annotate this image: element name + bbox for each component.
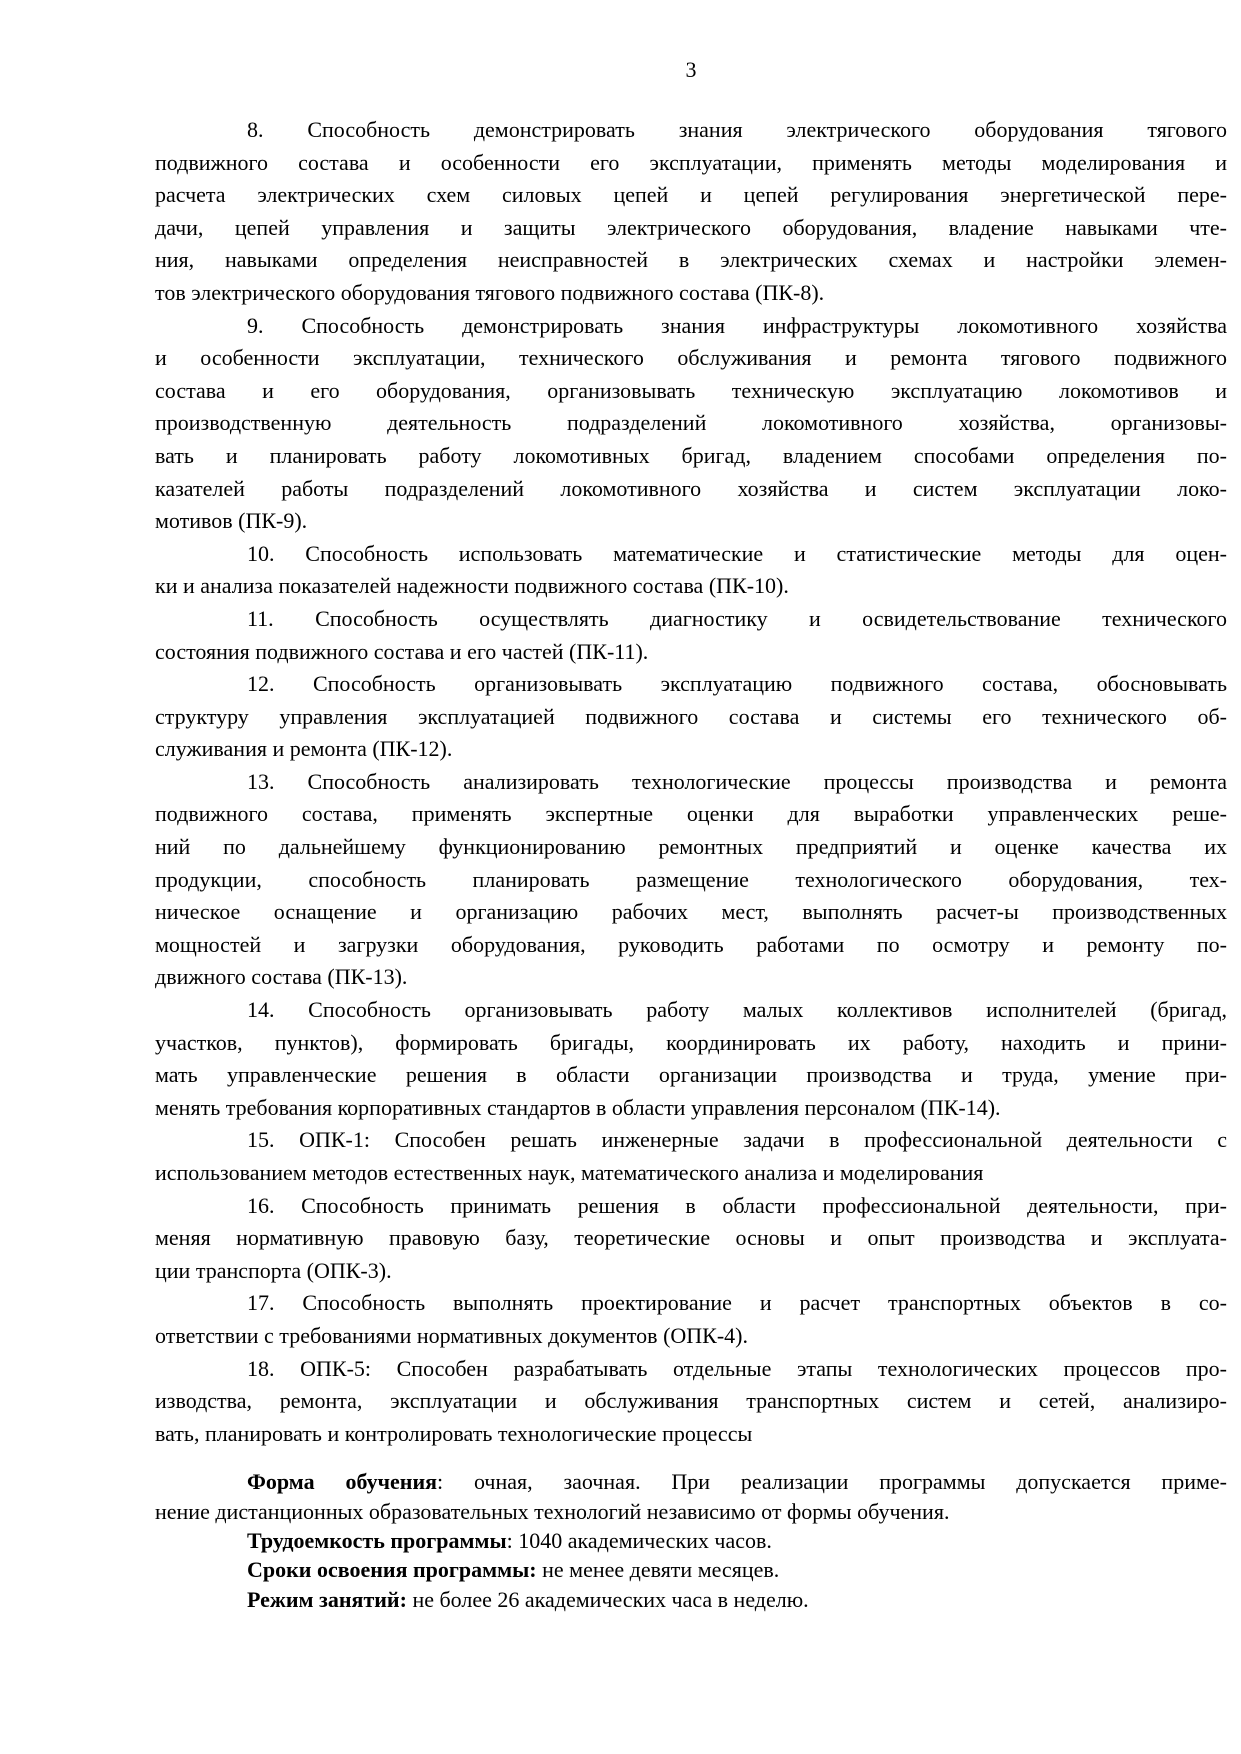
bold-label: Трудоемкость программы [247,1527,507,1553]
text-line: вать, планировать и контролировать технологические процессы [155,1420,753,1446]
text-line: меняя нормативную правовую базу, теоретические основы и опыт производства и эксплуата- [155,1225,1227,1251]
text-line: подвижного состава и особенности его эксплуатации, применять методы моделирования и [155,149,1227,175]
text-line: ки и анализа показателей надежности подвижного состава (ПК-10). [155,573,789,599]
detail-schedule [155,1585,1227,1614]
text-line: менять требования корпоративных стандартов в области управления персоналом (ПК-14). [155,1094,1001,1120]
text-line: участков, пунктов), формировать бригады, координировать их работу, находить и прини- [155,1029,1227,1055]
text-line: ния, навыками определения неисправностей в электрических схемах и настройки элемен- [155,247,1227,273]
page-number: 3 [685,57,697,82]
text-line: структуру управления эксплуатацией подвижного состава и системы его технического об- [155,703,1227,729]
bold-label: Форма обучения [247,1469,438,1495]
body-text [155,114,1227,1450]
text-line: движного состава (ПК-13). [155,964,408,990]
text-line: производственную деятельность подразделений локомотивного хозяйства, организовы- [155,410,1227,436]
text-line: использованием методов естественных наук, математического анализа и моделирования [155,1160,984,1185]
text-line: дачи, цепей управления и защиты электрического оборудования, владение навыками чте- [155,214,1227,240]
text-line: мотивов (ПК-9). [155,508,308,534]
text-line: ний по дальнейшему функционированию ремонтных предприятий и оценке качества их [155,834,1227,860]
text-line [155,1585,1227,1614]
text-line: 11. Способность осуществлять диагностику и освидетельствование технического [247,605,1227,631]
text-line: вать и планировать работу локомотивных бригад, владением способами определения по- [155,442,1227,468]
text-line: мать управленческие решения в области организации производства и труда, умение при- [155,1062,1227,1088]
paragraph-13 [155,766,1227,994]
text-line: ническое оснащение и организацию рабочих мест, выполнять расчет-ы производственных [155,899,1227,925]
paragraph-10 [155,538,1227,603]
text-line: 10. Способность использовать математические и статистические методы для оцен- [247,540,1227,566]
detail-duration [155,1555,1227,1584]
text-line: 18. ОПК-5: Способен разрабатывать отдельные этапы технологических процессов про- [247,1355,1227,1381]
text-line: продукции, способность планировать размещение технологического оборудования, тех- [155,866,1227,892]
paragraph-8 [155,114,1227,310]
paragraph-17 [155,1287,1227,1352]
program-details [155,1467,1227,1613]
detail-workload [155,1526,1227,1555]
paragraph-18 [155,1353,1227,1451]
paragraph-11 [155,603,1227,668]
text-line: казателей работы подразделений локомотивного хозяйства и систем эксплуатации локо- [155,475,1227,501]
text-line: состояния подвижного состава и его частей (ПК-11). [155,638,649,664]
paragraph-12 [155,668,1227,766]
text-run: не менее девяти месяцев. [536,1557,780,1583]
text-line: изводства, ремонта, эксплуатации и обслуживания транспортных систем и сетей, анализиро- [155,1388,1227,1414]
text-line: 17. Способность выполнять проектирование и расчет транспортных объектов в со- [247,1290,1227,1316]
text-line: 16. Способность принимать решения в области профессиональной деятельности, при- [247,1192,1227,1218]
text-run: не более 26 академических часа в неделю. [406,1586,809,1612]
text-line: 13. Способность анализировать технологические процессы производства и ремонта [247,768,1227,794]
paragraph-16 [155,1190,1227,1288]
detail-study-form [155,1467,1227,1526]
text-line: мощностей и загрузки оборудования, руководить работами по осмотру и ремонту по- [155,931,1227,957]
text-run: : 1040 академических часов. [506,1527,772,1553]
paragraph-15 [155,1124,1227,1189]
text-line: состава и его оборудования, организовывать техническую эксплуатацию локомотивов и [155,377,1227,403]
text-line: и особенности эксплуатации, технического обслуживания и ремонта тягового подвижного [155,345,1227,371]
text-line: тов электрического оборудования тягового подвижного состава (ПК-8). [155,279,825,305]
text-line: 15. ОПК-1: Способен решать инженерные задачи в профессиональной деятельности с [247,1127,1227,1153]
text-line: нение дистанционных образовательных технологий независимо от формы обучения. [155,1498,950,1524]
paragraph-14 [155,994,1227,1124]
text-line: ции транспорта (ОПК-3). [155,1257,392,1283]
text-line: 12. Способность организовывать эксплуатацию подвижного состава, обосновывать [247,671,1227,697]
bold-label: Сроки освоения программы: [247,1557,537,1583]
text-line: расчета электрических схем силовых цепей и цепей регулирования энергетической пере- [155,182,1227,208]
text-line: 8. Способность демонстрировать знания электрического оборудования тягового [247,117,1227,142]
text-line: служивания и ремонта (ПК-12). [155,736,453,762]
text-line: ответствии с требованиями нормативных документов (ОПК-4). [155,1322,748,1348]
text-line [155,1555,1227,1584]
paragraph-9 [155,310,1227,538]
text-line: 9. Способность демонстрировать знания инфраструктуры локомотивного хозяйства [247,312,1227,338]
bold-label: Режим занятий: [247,1586,407,1612]
text-line: 14. Способность организовывать работу малых коллективов исполнителей (бригад, [247,997,1227,1023]
text-line [155,1467,1227,1496]
text-run: : очная, заочная. При реализации программы допускается приме- [437,1469,1227,1495]
text-line: подвижного состава, применять экспертные оценки для выработки управленческих реше- [155,801,1227,827]
text-line [155,1526,1227,1555]
